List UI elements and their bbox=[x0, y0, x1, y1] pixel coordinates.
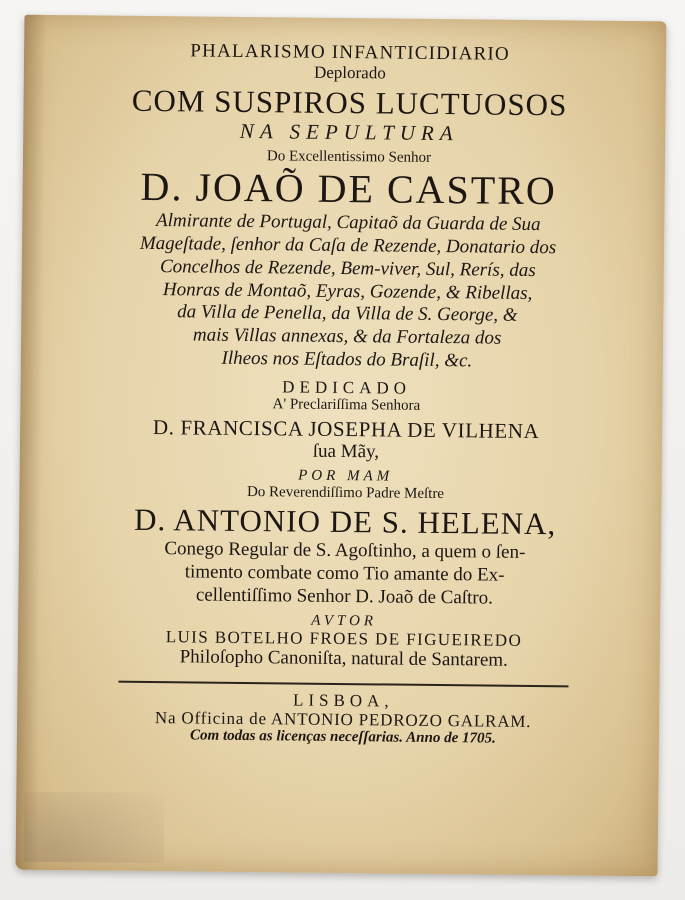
title-line-5: Do Excellentissimo Senhor bbox=[266, 147, 432, 166]
subject-title-line: Honras de Montaõ, Eyras, Gozende, & Ribellas, bbox=[162, 278, 533, 304]
title-line-4: NA SEPULTURA bbox=[239, 118, 459, 146]
dedication-label: DEDICADO bbox=[282, 377, 412, 398]
page-stain bbox=[24, 792, 165, 863]
by-hand-label: POR MAM bbox=[298, 467, 394, 485]
title-line-1: PHALARISMO INFANTICIDIARIO bbox=[190, 40, 510, 65]
subject-titles bbox=[57, 209, 639, 375]
title-line-3: COM SUSPIROS LUCTUOSOS bbox=[131, 83, 568, 123]
subject-title-line: Mageſtade, ſenhor da Caſa de Rezende, Donatario dos bbox=[139, 232, 557, 259]
title-page-text bbox=[53, 39, 640, 749]
author-desc-line: cellentiſſimo Senhor D. Joaõ de Caſtro. bbox=[195, 584, 494, 609]
subject-title-line: da Villa de Penella, da Villa de S. George, & bbox=[177, 301, 518, 327]
subject-title-line: Ilheos nos Eſtados do Braſil, &c. bbox=[221, 347, 473, 372]
by-hand-of: Do Reverendiſſimo Padre Meſtre bbox=[246, 483, 445, 502]
imprint-license: Com todas as licenças neceſſarias. Anno de 1705. bbox=[190, 727, 496, 747]
title-page bbox=[16, 15, 667, 877]
author-religious-name: D. ANTONIO DE S. HELENA, bbox=[133, 502, 557, 542]
author-label: AVTOR bbox=[311, 612, 378, 629]
author-religious-desc bbox=[54, 537, 635, 611]
author-desc-line: timento combate como Tio amante do Ex- bbox=[184, 561, 505, 586]
subject-title-line: mais Villas annexas, & da Fortaleza dos bbox=[192, 324, 502, 349]
imprint-press: Na Officina de ANTONIO PEDROZO GALRAM. bbox=[154, 708, 532, 732]
imprint-city: LISBOA, bbox=[292, 690, 394, 711]
dedication-to: A' Preclariſſima Senhora bbox=[272, 396, 421, 414]
subject-title-line: Concelhos de Rezende, Bem-viver, Sul, Rerís, das bbox=[159, 255, 536, 281]
author-name: LUIS BOTELHO FROES DE FIGUEIREDO bbox=[165, 627, 523, 651]
imprint-rule bbox=[119, 681, 569, 688]
author-desc-line: Conego Regular de S. Agoſtinho, a quem o ſen- bbox=[164, 538, 526, 564]
dedicatee-name: D. FRANCISCA JOSEPHA DE VILHENA bbox=[152, 414, 540, 443]
author-desc: Philoſopho Canoniſta, natural de Santarem. bbox=[179, 646, 508, 672]
subject-name: D. JOAÕ DE CASTRO bbox=[140, 164, 558, 214]
dedicatee-relation: ſua Mãy, bbox=[312, 440, 380, 463]
title-line-2: Deplorado bbox=[313, 62, 386, 83]
subject-title-line: Almirante de Portugal, Capitaõ da Guarda de Sua bbox=[155, 210, 541, 236]
